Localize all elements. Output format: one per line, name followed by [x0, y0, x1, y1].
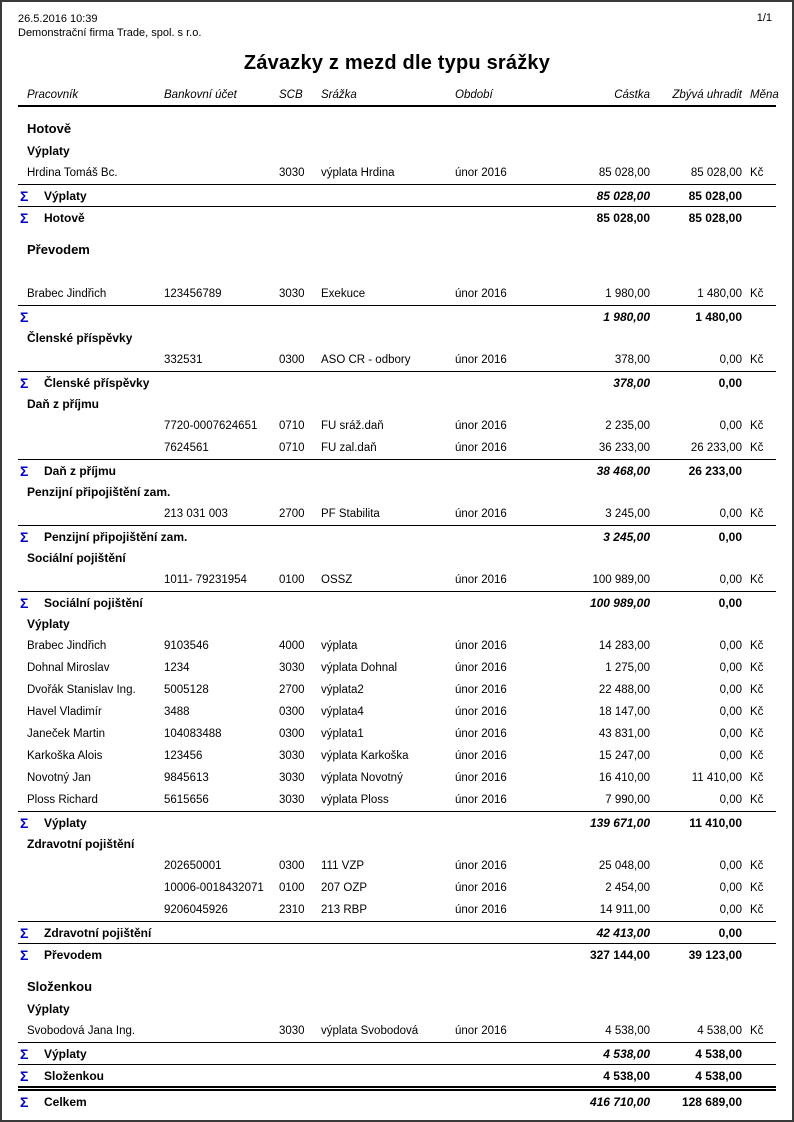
employee-name-cell: Hrdina Tomáš Bc.	[27, 167, 118, 179]
col-header-castka: Částka	[614, 89, 650, 101]
sum-amount-cell: 1 980,00	[603, 309, 650, 324]
amount-cell: 378,00	[614, 354, 650, 366]
currency-cell: Kč	[750, 640, 764, 652]
sum-amount-cell: 4 538,00	[603, 1068, 650, 1083]
amount-cell: 15 247,00	[598, 750, 650, 762]
currency-cell: Kč	[750, 728, 764, 740]
scb-cell: 3030	[279, 794, 305, 806]
period-cell: únor 2016	[455, 662, 507, 674]
subsection-title-row	[18, 393, 776, 415]
amount-cell: 3 245,00	[605, 508, 650, 520]
detail-row	[18, 745, 776, 767]
sum-remaining-cell: 0,00	[718, 595, 742, 610]
bank-account-cell: 9103546	[164, 640, 209, 652]
detail-row	[18, 162, 776, 184]
deduction-cell: výplata Ploss	[321, 794, 389, 806]
scb-cell: 2310	[279, 904, 305, 916]
period-cell: únor 2016	[455, 750, 507, 762]
sum-amount-cell: 4 538,00	[603, 1046, 650, 1061]
deduction-cell: Exekuce	[321, 288, 366, 300]
page-title: Závazky z mezd dle typu srážky	[243, 52, 551, 74]
scb-cell: 4000	[279, 640, 305, 652]
subsection-title-row	[18, 140, 776, 162]
report-table	[18, 85, 779, 1112]
sigma-icon: Σ	[20, 210, 29, 225]
sigma-icon: Σ	[20, 463, 29, 478]
col-header-pracovnik: Pracovník	[27, 89, 79, 101]
sum-remaining-cell: 4 538,00	[695, 1068, 742, 1083]
amount-cell: 7 990,00	[605, 794, 650, 806]
remaining-cell: 0,00	[719, 882, 742, 894]
amount-cell: 22 488,00	[598, 684, 650, 696]
sum-label-cell	[18, 926, 570, 940]
scb-cell: 2700	[279, 684, 305, 696]
bank-account-cell: 10006-0018432071	[164, 882, 264, 894]
currency-cell: Kč	[750, 882, 764, 894]
employee-name-cell: Janeček Martin	[27, 728, 105, 740]
subsection-title-row	[18, 547, 776, 569]
section-title-row	[18, 228, 776, 261]
bank-account-cell: 3488	[164, 706, 190, 718]
sum-label: Výplaty	[44, 815, 87, 830]
sum-label: Složenkou	[44, 1068, 105, 1083]
remaining-cell: 0,00	[719, 354, 742, 366]
bank-account-cell: 1011- 79231954	[164, 574, 247, 586]
sum-label-cell	[18, 310, 570, 324]
deduction-cell: výplata2	[321, 684, 364, 696]
currency-cell: Kč	[750, 772, 764, 784]
remaining-cell: 4 538,00	[697, 1025, 742, 1037]
scb-cell: 3030	[279, 288, 305, 300]
scb-cell: 3030	[279, 662, 305, 674]
currency-cell: Kč	[750, 442, 764, 454]
sum-row	[18, 525, 776, 547]
currency-cell: Kč	[750, 904, 764, 916]
sum-label: Sociální pojištění	[44, 595, 143, 610]
remaining-cell: 0,00	[719, 750, 742, 762]
sum-amount-cell: 378,00	[613, 375, 650, 390]
sum-remaining-cell: 128 689,00	[681, 1094, 742, 1109]
sum-remaining-cell: 4 538,00	[695, 1046, 742, 1061]
detail-row	[18, 283, 776, 305]
remaining-cell: 0,00	[719, 420, 742, 432]
employee-name-cell: Dohnal Miroslav	[27, 662, 110, 674]
sigma-icon: Σ	[20, 375, 29, 390]
amount-cell: 36 233,00	[598, 442, 650, 454]
col-header-mena: Měna	[750, 89, 779, 101]
subsection-title-row	[18, 613, 776, 635]
subsection-title-row	[18, 833, 776, 855]
sum-label-cell	[18, 530, 570, 544]
sigma-icon: Σ	[20, 815, 29, 830]
sum-row	[18, 591, 776, 613]
sum-label-cell	[18, 189, 570, 203]
report-body	[18, 107, 776, 1112]
section-title: Složenkou	[27, 978, 93, 994]
sigma-icon: Σ	[20, 1068, 29, 1083]
scb-cell: 0100	[279, 882, 305, 894]
remaining-cell: 0,00	[719, 860, 742, 872]
detail-row	[18, 679, 776, 701]
currency-cell: Kč	[750, 684, 764, 696]
deduction-cell: výplata1	[321, 728, 364, 740]
sum-label-cell	[18, 1047, 570, 1061]
bank-account-cell: 5005128	[164, 684, 209, 696]
currency-cell: Kč	[750, 1025, 764, 1037]
bank-account-cell: 5615656	[164, 794, 209, 806]
deduction-cell: PF Stabilita	[321, 508, 380, 520]
subsection-title: Daň z příjmu	[27, 397, 100, 411]
remaining-cell: 0,00	[719, 706, 742, 718]
detail-row	[18, 569, 776, 591]
sum-row	[18, 184, 776, 206]
period-cell: únor 2016	[455, 860, 507, 872]
deduction-cell: 207 OZP	[321, 882, 368, 894]
employee-name-cell: Karkoška Alois	[27, 750, 103, 762]
sigma-icon: Σ	[20, 595, 29, 610]
sum-label-cell	[18, 1095, 570, 1109]
deduction-cell: ASO ČR - odbory	[321, 354, 411, 366]
subsection-title: Výplaty	[27, 144, 70, 158]
sigma-icon: Σ	[20, 1046, 29, 1061]
bank-account-cell: 1234	[164, 662, 190, 674]
detail-row	[18, 877, 776, 899]
employee-name-cell: Brabec Jindřich	[27, 640, 107, 652]
sum-remaining-cell: 85 028,00	[688, 210, 742, 225]
subsection-title-row	[18, 481, 776, 503]
column-header-row	[18, 85, 779, 107]
scb-cell: 0300	[279, 860, 305, 872]
sum-remaining-cell: 1 480,00	[695, 309, 742, 324]
remaining-cell: 0,00	[719, 574, 742, 586]
currency-cell: Kč	[750, 574, 764, 586]
currency-cell: Kč	[750, 354, 764, 366]
period-cell: únor 2016	[455, 640, 507, 652]
period-cell: únor 2016	[455, 442, 507, 454]
col-header-zbyva-uhradit: Zbývá uhradit	[672, 89, 742, 101]
deduction-cell: FÚ sráž.daň	[321, 420, 384, 432]
bank-account-cell: 104083488	[164, 728, 222, 740]
remaining-cell: 0,00	[719, 662, 742, 674]
sum-row	[18, 921, 776, 943]
subsection-title-row	[18, 261, 776, 283]
sum-label: Výplaty	[44, 1046, 87, 1061]
remaining-cell: 0,00	[719, 508, 742, 520]
amount-cell: 14 283,00	[598, 640, 650, 652]
amount-cell: 4 538,00	[605, 1025, 650, 1037]
sum-amount-cell: 3 245,00	[603, 529, 650, 544]
sum-row	[18, 811, 776, 833]
period-cell: únor 2016	[455, 882, 507, 894]
amount-cell: 2 454,00	[605, 882, 650, 894]
remaining-cell: 0,00	[719, 904, 742, 916]
employee-name-cell: Ploss Richard	[27, 794, 98, 806]
detail-row	[18, 349, 776, 371]
subsection-title: Výplaty	[27, 1002, 70, 1016]
subsection-title-row	[18, 327, 776, 349]
detail-row	[18, 437, 776, 459]
section-title-row	[18, 965, 776, 998]
sum-row	[18, 305, 776, 327]
remaining-cell: 11 410,00	[691, 772, 742, 784]
remaining-cell: 0,00	[719, 794, 742, 806]
section-title: Hotově	[27, 120, 72, 136]
remaining-cell: 85 028,00	[690, 167, 742, 179]
sigma-icon: Σ	[20, 529, 29, 544]
sigma-icon: Σ	[20, 925, 29, 940]
col-header-obdobi: Období	[455, 89, 493, 101]
sum-remaining-cell: 11 410,00	[689, 815, 742, 830]
amount-cell: 100 989,00	[592, 574, 650, 586]
period-cell: únor 2016	[455, 728, 507, 740]
sum-label: Hotově	[44, 210, 85, 225]
employee-name-cell: Svobodová Jana Ing.	[27, 1025, 136, 1037]
sigma-icon: Σ	[20, 309, 29, 324]
sum-amount-cell: 85 028,00	[596, 188, 650, 203]
sigma-icon: Σ	[20, 1094, 29, 1109]
period-cell: únor 2016	[455, 794, 507, 806]
sum-label-cell	[18, 816, 570, 830]
scb-cell: 0300	[279, 706, 305, 718]
col-header-srazka: Srážka	[321, 89, 357, 101]
sum-remaining-cell: 26 233,00	[688, 463, 742, 478]
amount-cell: 85 028,00	[598, 167, 650, 179]
scb-cell: 3030	[279, 167, 305, 179]
deduction-cell: OSSZ	[321, 574, 353, 586]
scb-cell: 2700	[279, 508, 305, 520]
sum-amount-cell: 42 413,00	[596, 925, 650, 940]
sum-remaining-cell: 0,00	[718, 925, 742, 940]
detail-row	[18, 701, 776, 723]
detail-row	[18, 503, 776, 525]
subsection-title: Penzijní připojištění zam.	[27, 485, 171, 499]
bank-account-cell: 123456789	[164, 288, 222, 300]
remaining-cell: 0,00	[719, 728, 742, 740]
sum-label-cell	[18, 464, 570, 478]
period-cell: únor 2016	[455, 288, 507, 300]
currency-cell: Kč	[750, 794, 764, 806]
remaining-cell: 0,00	[719, 684, 742, 696]
scb-cell: 0100	[279, 574, 305, 586]
scb-cell: 0710	[279, 442, 305, 454]
sum-label: Výplaty	[44, 188, 87, 203]
section-title: Převodem	[27, 241, 90, 257]
sum-remaining-cell: 39 123,00	[688, 947, 742, 962]
period-cell: únor 2016	[455, 508, 507, 520]
detail-row	[18, 767, 776, 789]
period-cell: únor 2016	[455, 1025, 507, 1037]
employee-name-cell: Novotný Jan	[27, 772, 91, 784]
amount-cell: 43 831,00	[598, 728, 650, 740]
detail-row	[18, 899, 776, 921]
scb-cell: 0300	[279, 728, 305, 740]
currency-cell: Kč	[750, 662, 764, 674]
section-title-row	[18, 107, 776, 140]
employee-name-cell: Havel Vladimír	[27, 706, 102, 718]
bank-account-cell: 9206045926	[164, 904, 228, 916]
amount-cell: 25 048,00	[598, 860, 650, 872]
deduction-cell: výplata Hrdina	[321, 167, 395, 179]
deduction-cell: výplata4	[321, 706, 364, 718]
bank-account-cell: 9845613	[164, 772, 209, 784]
sum-amount-cell: 85 028,00	[596, 210, 650, 225]
col-header-scb: SCB	[279, 89, 303, 101]
amount-cell: 14 911,00	[599, 904, 650, 916]
sum-label: Daň z příjmu	[44, 463, 117, 478]
sum-row	[18, 943, 776, 965]
bank-account-cell: 7720-0007624651	[164, 420, 258, 432]
sum-remaining-cell: 85 028,00	[688, 188, 742, 203]
period-cell: únor 2016	[455, 354, 507, 366]
sum-amount-cell: 327 144,00	[589, 947, 650, 962]
detail-row	[18, 657, 776, 679]
page-number: 1/1	[756, 12, 772, 24]
subsection-title: Sociální pojištění	[27, 551, 126, 565]
sum-remaining-cell: 0,00	[718, 375, 742, 390]
amount-cell: 16 410,00	[598, 772, 650, 784]
sum-row	[18, 459, 776, 481]
subsection-title: Zdravotní pojištění	[27, 837, 135, 851]
scb-cell: 0300	[279, 354, 305, 366]
sum-amount-cell: 139 671,00	[589, 815, 650, 830]
detail-row	[18, 789, 776, 811]
period-cell: únor 2016	[455, 772, 507, 784]
subsection-title: Výplaty	[27, 617, 70, 631]
company-name: Demonstrační firma Trade, spol. s r.o.	[18, 27, 202, 39]
bank-account-cell: 202650001	[164, 860, 222, 872]
currency-cell: Kč	[750, 750, 764, 762]
sum-label: Celkem	[44, 1094, 87, 1109]
detail-row	[18, 723, 776, 745]
remaining-cell: 0,00	[719, 640, 742, 652]
scb-cell: 3030	[279, 1025, 305, 1037]
deduction-cell: 213 RBP	[321, 904, 368, 916]
deduction-cell: výplata Karkoška	[321, 750, 409, 762]
deduction-cell: 111 VZP	[321, 860, 365, 872]
sum-row	[18, 206, 776, 228]
amount-cell: 18 147,00	[598, 706, 650, 718]
scb-cell: 0710	[279, 420, 305, 432]
currency-cell: Kč	[750, 860, 764, 872]
currency-cell: Kč	[750, 167, 764, 179]
sum-remaining-cell: 0,00	[718, 529, 742, 544]
period-cell: únor 2016	[455, 706, 507, 718]
scb-cell: 3030	[279, 772, 305, 784]
deduction-cell: výplata Svobodová	[321, 1025, 419, 1037]
report-meta	[2, 2, 792, 40]
sum-amount-cell: 100 989,00	[589, 595, 650, 610]
scb-cell: 3030	[279, 750, 305, 762]
print-datetime: 26.5.2016 10:39	[18, 13, 98, 25]
subsection-title-row	[18, 998, 776, 1020]
sum-label: Převodem	[44, 947, 103, 962]
currency-cell: Kč	[750, 288, 764, 300]
detail-row	[18, 1020, 776, 1042]
currency-cell: Kč	[750, 508, 764, 520]
sum-amount-cell: 38 468,00	[596, 463, 650, 478]
deduction-cell: výplata	[321, 640, 358, 652]
employee-name-cell: Dvořák Stanislav Ing.	[27, 684, 136, 696]
period-cell: únor 2016	[455, 684, 507, 696]
sigma-icon: Σ	[20, 188, 29, 203]
sum-label: Penzijní připojištění zam.	[44, 529, 188, 544]
sigma-icon: Σ	[20, 947, 29, 962]
period-cell: únor 2016	[455, 574, 507, 586]
bank-account-cell: 7624561	[164, 442, 209, 454]
bank-account-cell: 213 031 003	[164, 508, 228, 520]
period-cell: únor 2016	[455, 904, 507, 916]
amount-cell: 1 275,00	[605, 662, 650, 674]
remaining-cell: 26 233,00	[690, 442, 742, 454]
col-header-bankovni-ucet: Bankovní účet	[164, 89, 237, 101]
sum-label-cell	[18, 948, 570, 962]
deduction-cell: FÚ zal.daň	[321, 442, 377, 454]
sum-label-cell	[18, 1069, 570, 1083]
subsection-title: Členské příspěvky	[27, 331, 133, 345]
deduction-cell: výplata Novotný	[321, 772, 403, 784]
bank-account-cell: 332531	[164, 354, 203, 366]
deduction-cell: výplata Dohnal	[321, 662, 398, 674]
amount-cell: 2 235,00	[605, 420, 650, 432]
remaining-cell: 1 480,00	[697, 288, 742, 300]
grand-total-row	[18, 1086, 776, 1112]
sum-label-cell	[18, 596, 570, 610]
detail-row	[18, 415, 776, 437]
detail-row	[18, 635, 776, 657]
sum-label-cell	[18, 376, 570, 390]
sum-row	[18, 371, 776, 393]
sum-row	[18, 1042, 776, 1064]
detail-row	[18, 855, 776, 877]
period-cell: únor 2016	[455, 167, 507, 179]
currency-cell: Kč	[750, 420, 764, 432]
sum-row	[18, 1064, 776, 1086]
currency-cell: Kč	[750, 706, 764, 718]
bank-account-cell: 123456	[164, 750, 203, 762]
sum-label: Členské příspěvky	[44, 375, 150, 390]
sum-label-cell	[18, 211, 570, 225]
amount-cell: 1 980,00	[605, 288, 650, 300]
employee-name-cell: Brabec Jindřich	[27, 288, 107, 300]
sum-label: Zdravotní pojištění	[44, 925, 152, 940]
period-cell: únor 2016	[455, 420, 507, 432]
sum-amount-cell: 416 710,00	[589, 1094, 650, 1109]
